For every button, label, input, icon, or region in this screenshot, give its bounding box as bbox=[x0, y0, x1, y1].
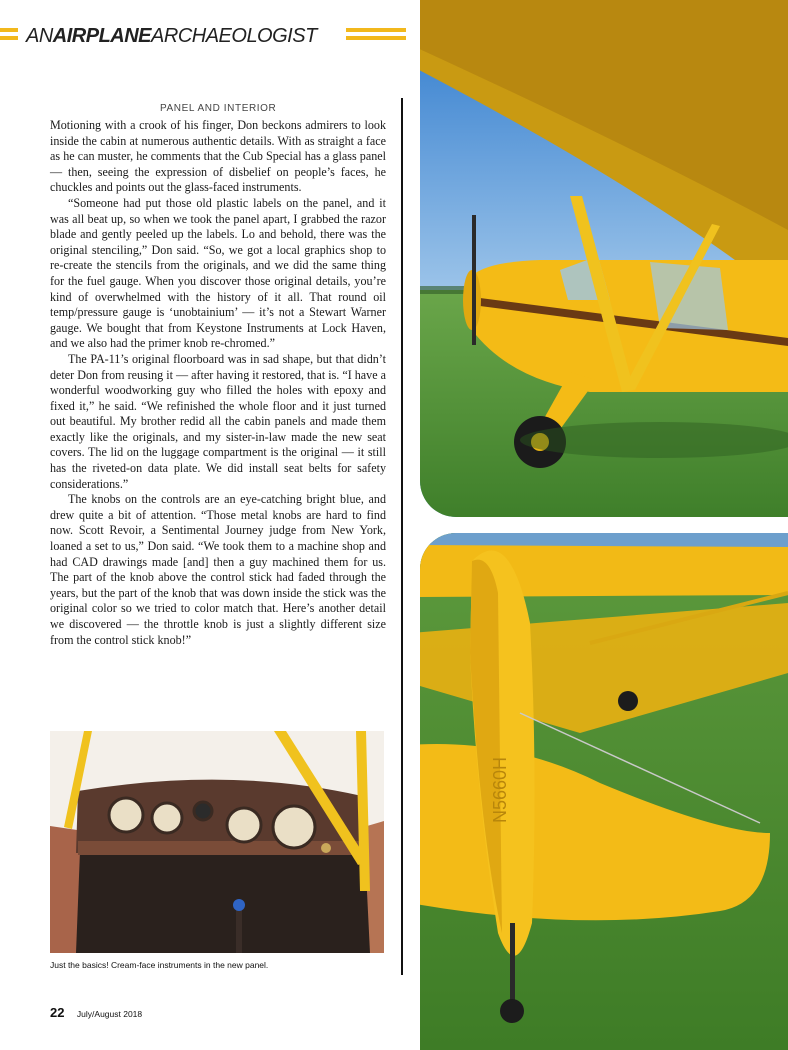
section-title bbox=[26, 24, 317, 48]
article-paragraph: The PA-11’s original floorboard was in sad shape, but that didn’t deter Don from reusing it — after having it restored, that is. “I have a wonderful woodworking guy who filled the holes with epoxy and fixed it,” he said. “We refinished the whole floor and it just turned out beautiful. My brother redid all the cabin panels and made them exactly like the originals, and my sister-in-law made the new seat covers. The lid on the luggage compartment is the original — it still has the riveted-on data plate. We did install seat belts for safety considerations.” bbox=[50, 351, 386, 491]
page-number: 22 bbox=[50, 1005, 65, 1020]
issue-date: July/August 2018 bbox=[76, 1009, 143, 1019]
page-footer bbox=[50, 1004, 142, 1022]
section-title-part-archaeologist: ARCHAEOLOGIST bbox=[151, 25, 317, 47]
column-divider bbox=[401, 98, 403, 975]
article-body bbox=[50, 118, 386, 648]
cub-wing-photo bbox=[420, 0, 788, 517]
header-accent-bars-left bbox=[0, 28, 18, 44]
cub-tail-photo bbox=[420, 533, 788, 1050]
section-title-part-airplane: AIRPLANE bbox=[52, 25, 152, 47]
header-accent-bars-right bbox=[346, 28, 406, 44]
article-paragraph: The knobs on the controls are an eye-catching bright blue, and drew quite a bit of attention. “Those metal knobs are hard to find now. Scott Revoir, a Sentimental Journey judge from New York, loaned a set to us,” Don said. “We took them to a machine shop and had CAD drawings made [and] then a guy machined them for us. The part of the knob above the control stick had faded through the years, but the part of the knob that was down inside the stick was the original color so we tried to color match that. Here’s another detail we discovered — the throttle knob is just a slightly different size from the control stick knob!” bbox=[50, 492, 386, 647]
section-title-part-an: AN bbox=[26, 25, 53, 47]
article-paragraph: “Someone had put those old plastic labels on the panel, and it was all beat up, so when we took the panel apart, I grabbed the razor blade and gently peeled up the labels. Lo and behold, there was the original stenciling,” Don said. “So, we got a local graphics shop to re-create the stencils from the originals, and we did the same thing for the fuel gauge. When you discover those original details, you’re kind of overwhelmed with the history of it all. That round oil temp/pressure gauge is ‘unobtainium’ — it’s not a Stewart Warner gauge. We bought that from Keystone Instruments at Lock Haven, and we also had the primer knob re-chromed.” bbox=[50, 195, 386, 351]
instrument-panel-photo bbox=[50, 731, 384, 953]
article-subhead: PANEL AND INTERIOR bbox=[160, 103, 277, 114]
panel-photo-caption: Just the basics! Cream-face instruments in the new panel. bbox=[50, 960, 269, 970]
tail-registration-marking: N5660H bbox=[490, 756, 510, 823]
article-paragraph: Motioning with a crook of his finger, Don beckons admirers to look inside the cabin at numerous authentic details. With as straight a face as he can muster, he comments that the Cub Special has a glass panel — then, seeing the expression of disbelief on people’s faces, he chuckles and points out the glass-faced instruments. bbox=[50, 118, 386, 195]
